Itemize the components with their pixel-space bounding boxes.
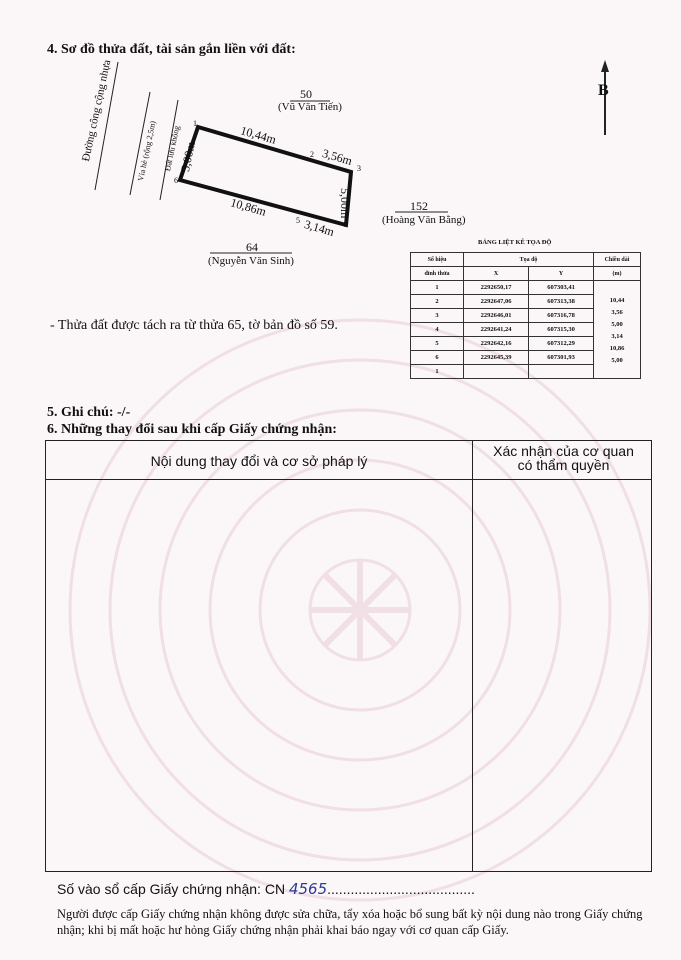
dim-right: 5,00m: [338, 188, 352, 219]
dim-short-top: 3,56m: [320, 146, 354, 168]
register-number: 4565: [288, 880, 328, 898]
h-point2: đỉnh thửa: [424, 270, 450, 277]
cell-y: 607315,30: [529, 323, 594, 337]
coord-table-title: BẢNG LIỆT KÊ TỌA ĐỘ: [478, 239, 552, 246]
cell-x: 2292647,06: [464, 295, 529, 309]
col2-line1: Xác nhận của cơ quan: [493, 443, 634, 459]
point-3: 3: [357, 164, 361, 173]
cell-y: 607301,93: [529, 351, 594, 365]
cell-x: 2292645,39: [464, 351, 529, 365]
length-value: 3,56: [611, 309, 623, 316]
section-6-title: 6. Những thay đổi sau khi cấp Giấy chứng nhận:: [47, 422, 337, 437]
cell-y: 607313,38: [529, 295, 594, 309]
point-2: 2: [310, 150, 314, 159]
section-5-title: 5. Ghi chú: -/-: [47, 405, 131, 420]
neighbor-top-number: 50: [300, 87, 312, 101]
cell-id: 2: [411, 295, 464, 309]
dim-bottom: 10,86m: [228, 195, 268, 219]
point-5: 5: [296, 216, 300, 225]
length-value: 5,00: [611, 321, 623, 328]
cell-x: 2292650,17: [464, 281, 529, 295]
point-6: 6: [174, 176, 178, 185]
h-len: Chiều dài: [604, 256, 630, 263]
cell-x: 2292641,24: [464, 323, 529, 337]
table-row: [411, 281, 641, 295]
h-coord: Tọa độ: [519, 256, 538, 263]
neighbor-right-name: (Hoàng Văn Bằng): [382, 214, 466, 226]
dim-top: 10,44m: [238, 123, 278, 147]
length-value: 3,14: [611, 333, 623, 340]
dim-short-bottom: 3,14m: [302, 217, 336, 239]
neighbor-bottom-number: 64: [246, 240, 258, 254]
north-label: B: [598, 82, 609, 99]
cell-y: [529, 365, 594, 379]
neighbor-top-name: (Vũ Văn Tiến): [278, 101, 342, 113]
register-label: Số vào sổ cấp Giấy chứng nhận: CN: [57, 881, 286, 897]
col2-line2: có thẩm quyền: [517, 457, 610, 473]
sidewalk-label: Vỉa hè (rộng 2,5m): [136, 120, 158, 182]
h-point: Số hiệu: [427, 256, 447, 263]
dim-left: 5,00m: [178, 140, 199, 173]
no-traffic-label: Đất lưu không: [163, 124, 182, 172]
h-y: Y: [558, 270, 564, 277]
cell-id: 6: [411, 351, 464, 365]
length-value: 10,86: [609, 345, 625, 352]
point-4: 4: [342, 220, 346, 229]
cell-id: 3: [411, 309, 464, 323]
point-1: 1: [193, 119, 197, 128]
h-x: X: [493, 270, 499, 277]
register-line: [57, 880, 475, 898]
column-header-content: Nội dung thay đổi và cơ sở pháp lý: [150, 453, 368, 469]
length-value: 10,44: [609, 297, 625, 304]
cell-id: 5: [411, 337, 464, 351]
lengths-cell: [594, 281, 641, 379]
cell-y: 607316,78: [529, 309, 594, 323]
cell-x: [464, 365, 529, 379]
cell-x: 2292646,01: [464, 309, 529, 323]
warning-text: Người được cấp Giấy chứng nhận không được sửa chữa, tẩy xóa hoặc bổ sung bất kỳ nội dung nào trong Giấy chứng nhận; khi bị mất hoặc hư hỏng Giấy chứng nhận phải khai báo ngay với cơ quan cấp Giấy.: [57, 907, 643, 937]
cell-y: 607312,29: [529, 337, 594, 351]
coord-table: [410, 252, 641, 379]
cell-y: 607303,41: [529, 281, 594, 295]
changes-table: [45, 440, 652, 872]
section-4-title: 4. Sơ đồ thửa đất, tài sản gắn liền với đất:: [47, 42, 296, 57]
cell-x: 2292642,16: [464, 337, 529, 351]
neighbor-right-number: 152: [410, 199, 428, 213]
cell-id: 1: [411, 281, 464, 295]
cell-id: 1: [411, 365, 464, 379]
column-header-confirmation: [474, 444, 653, 472]
split-note: - Thửa đất được tách ra từ thửa 65, tờ bản đồ số 59.: [50, 318, 338, 333]
neighbor-bottom-name: (Nguyễn Văn Sinh): [208, 255, 294, 267]
length-value: 5,00: [611, 357, 623, 364]
cell-id: 4: [411, 323, 464, 337]
h-len-unit: (m): [612, 270, 622, 277]
register-dots: ......................................: [327, 881, 475, 897]
road-label: Đường công cộng nhựa: [80, 58, 114, 163]
